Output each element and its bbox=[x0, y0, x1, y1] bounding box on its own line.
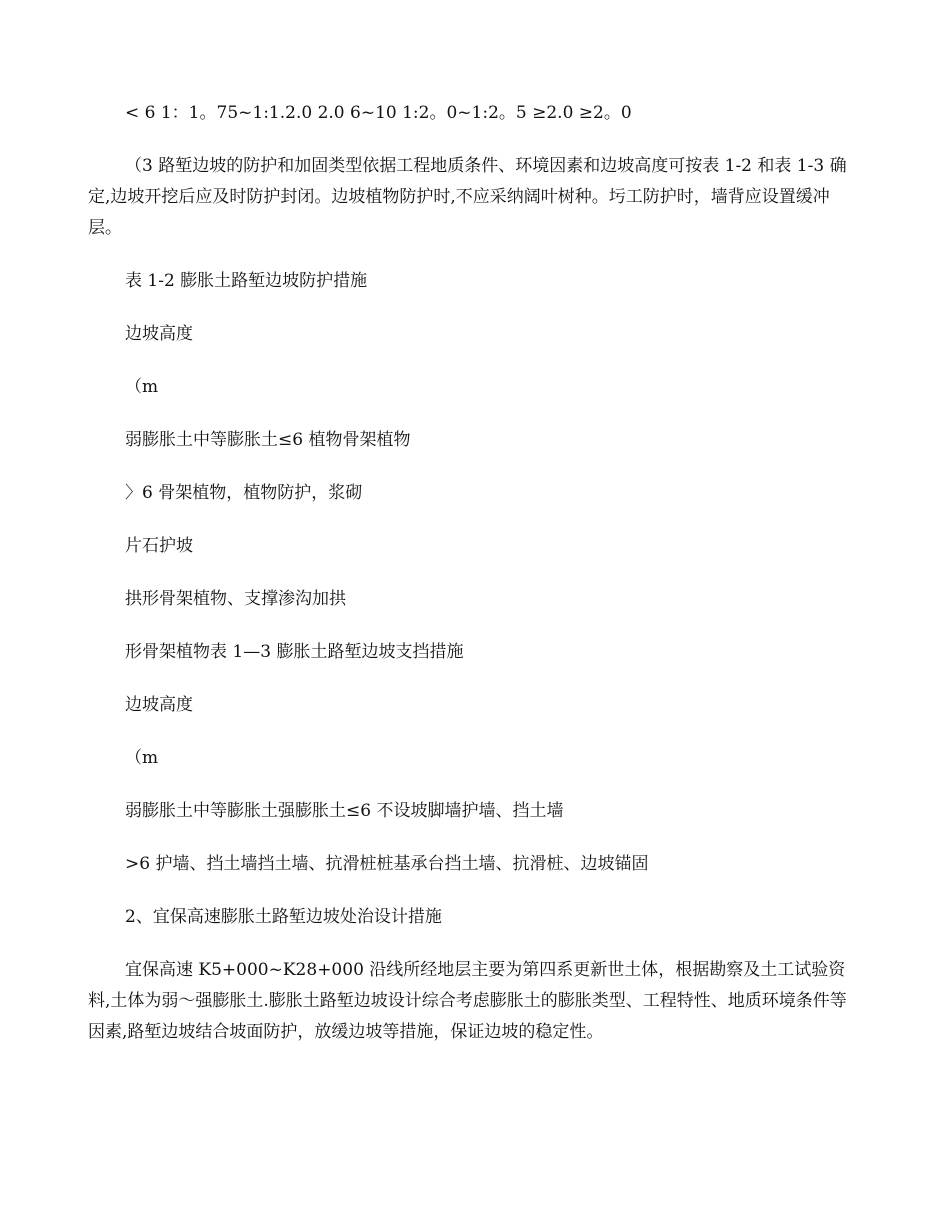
paragraph-slope-height-label: 边坡高度 bbox=[125, 324, 193, 344]
table-1-3-caption-line: 形骨架植物表 1—3 膨胀土路堑边坡支挡措施 bbox=[125, 642, 464, 662]
paragraph-table-1-2-row-3: 片石护坡 bbox=[125, 536, 193, 556]
paragraph-unit-label-2: （m bbox=[125, 748, 159, 768]
paragraph-slope-height-label-2: 边坡高度 bbox=[125, 695, 193, 715]
paragraph-table-1-2-row-2: 〉6 骨架植物，植物防护，浆砌 bbox=[125, 483, 363, 503]
table-1-2-caption: 表 1-2 膨胀土路堑边坡防护措施 bbox=[125, 271, 368, 291]
paragraph-design-description: 宜保高速 K5+000~K28+000 沿线所经地层主要为第四系更新世土体，根据勘察及土工试验资料,土体为弱～强膨胀土.膨胀土路堑边坡设计综合考虑膨胀土的膨胀类型、工程特性、地质环境条件等因素,路堑边坡结合坡面防护，放缓边坡等措施，保证边坡的稳定性。 bbox=[88, 960, 847, 1042]
paragraph-table-1-3-row-2: >6 护墙、挡土墙挡土墙、抗滑桩桩基承台挡土墙、抗滑桩、边坡锚固 bbox=[125, 854, 649, 874]
paragraph-table-1-3-row-1: 弱膨胀土中等膨胀土强膨胀土≤6 不设坡脚墙护墙、挡土墙 bbox=[125, 801, 564, 821]
paragraph-protection-requirements: （3 路堑边坡的防护和加固类型依据工程地质条件、环境因素和边坡高度可按表 1-2 和表 1-3 确定,边坡开挖后应及时防护封闭。边坡植物防护时,不应采纳阔叶树种。圬工防护时，墙背应设置缓冲层。 bbox=[88, 156, 847, 238]
paragraph-table-1-2-row-4: 拱形骨架植物、支撑渗沟加拱 bbox=[125, 589, 346, 609]
document-body bbox=[88, 98, 858, 1070]
paragraph-table-1-2-row-1: 弱膨胀土中等膨胀土≤6 植物骨架植物 bbox=[125, 430, 411, 450]
section-heading-design-measures: 2、宜保高速膨胀土路堑边坡处治设计措施 bbox=[125, 907, 442, 927]
paragraph-slope-ratio-table-row: < 6 1：1。75~1:1.2.0 2.0 6~10 1:2。0~1:2。5 ≥2.0 ≥2。0 bbox=[125, 103, 632, 123]
paragraph-unit-label: （m bbox=[125, 377, 159, 397]
